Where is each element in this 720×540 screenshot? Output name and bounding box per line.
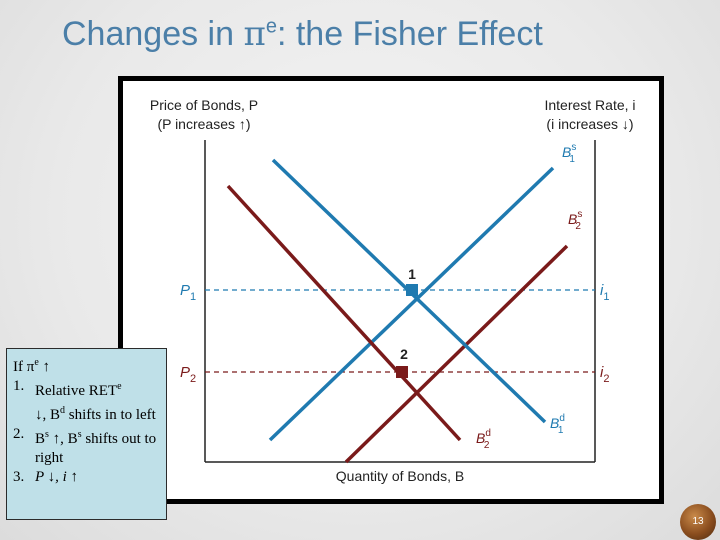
price-label-p1: $P_1$ <box>180 282 197 303</box>
notes-item-3: 3. P ↓, i ↑ <box>13 469 79 485</box>
bond-demand-curve-2 <box>228 186 460 440</box>
x-axis-label: Quantity of Bonds, B <box>335 468 465 484</box>
page-number-badge: 13 <box>680 504 716 540</box>
equilibrium-point-1 <box>406 284 418 296</box>
rate-label-i2: $i_2$ <box>600 364 610 385</box>
slide-title: Changes in $\pi^e$: the Fisher Effect <box>62 14 543 54</box>
notes-intro: If $\pi^e$ ↑ <box>13 357 51 375</box>
supply-label-1: $B^s$ 1 <box>562 142 577 165</box>
price-label-p2: $P_2$ <box>180 364 197 385</box>
equilibrium-label-1: 1 <box>408 266 416 282</box>
equilibrium-label-2: 2 <box>400 346 408 362</box>
right-axis-subtitle: (i increases ↓) <box>546 116 634 132</box>
left-axis-subtitle: (P increases ↑) <box>157 116 251 132</box>
demand-label-1: $B^d$ 1 <box>550 413 565 436</box>
fisher-effect-notes <box>6 348 167 520</box>
notes-item-2: 2. $B^s$ ↑, $B^s$ shifts out to right <box>13 426 157 466</box>
rate-label-i1: $i_1$ <box>600 282 610 303</box>
equilibrium-point-2 <box>396 366 408 378</box>
supply-label-2: $B^s$ 2 <box>568 209 583 232</box>
left-axis-title: Price of Bonds, P <box>149 97 259 113</box>
notes-item-1: 1. Relative RET$^e$ ↓, $B^d$ shifts in to left <box>13 378 156 423</box>
right-axis-title: Interest Rate, i <box>544 97 636 113</box>
demand-label-2: $B^d$ 2 <box>476 428 491 451</box>
